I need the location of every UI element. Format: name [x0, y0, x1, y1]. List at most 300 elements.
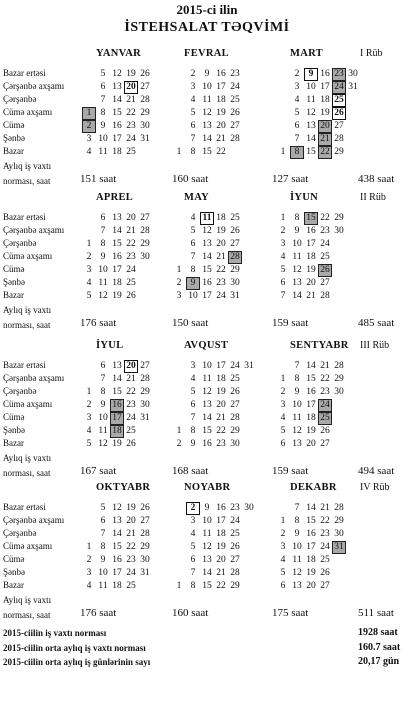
calendar-day: 6 — [100, 361, 106, 371]
calendar-day: 22 — [320, 374, 330, 384]
calendar-day: 12 — [112, 503, 122, 513]
calendar-day: 29 — [140, 542, 150, 552]
calendar-day: 22 — [216, 265, 226, 275]
calendar-day: 16 — [216, 69, 226, 79]
calendar-day: 22 — [126, 387, 136, 397]
calendar-day: 17 — [306, 400, 316, 410]
calendar-day: 14 — [306, 134, 316, 144]
calendar-day: 9 — [294, 529, 300, 539]
month-name: APREL — [96, 192, 134, 203]
calendar-day: 27 — [230, 555, 240, 565]
calendar-day: 8 — [100, 239, 106, 249]
calendar-day: 3 — [176, 291, 182, 301]
calendar-day: 12 — [292, 568, 302, 578]
calendar-day: 20 — [306, 278, 316, 288]
calendar-day: 25 — [126, 147, 136, 157]
calendar-day: 2 — [280, 529, 286, 539]
calendar-day: 7 — [100, 374, 106, 384]
quarter-name: IV Rüb — [360, 482, 390, 493]
calendar-day: 6 — [190, 400, 196, 410]
quarter-name: III Rüb — [360, 340, 390, 351]
calendar-day: 9 — [100, 252, 106, 262]
calendar-day: 25 — [126, 278, 136, 288]
calendar-day: 10 — [292, 542, 302, 552]
calendar-day: 17 — [216, 516, 226, 526]
calendar-day: 10 — [292, 400, 302, 410]
calendar-day: 12 — [98, 291, 108, 301]
calendar-day: 8 — [294, 374, 300, 384]
weekday-label: Bazar ertəsi — [3, 212, 46, 222]
calendar-day: 21 — [306, 291, 316, 301]
calendar-day: 27 — [320, 278, 330, 288]
calendar-day: 22 — [320, 213, 330, 223]
calendar-day: 27 — [140, 516, 150, 526]
calendar-day: 14 — [112, 529, 122, 539]
calendar-day: 29 — [230, 581, 240, 591]
calendar-day: 15 — [306, 374, 316, 384]
calendar-day: 4 — [280, 555, 286, 565]
calendar-day: 15 — [112, 387, 122, 397]
calendar-day: 7 — [100, 226, 106, 236]
calendar-day: 24 — [126, 413, 136, 423]
calendar-day: 3 — [280, 542, 286, 552]
calendar-day: 15 — [112, 542, 122, 552]
calendar-day: 21 — [126, 374, 136, 384]
calendar-day: 1 — [82, 107, 96, 120]
weekday-label: Şənbə — [3, 133, 25, 143]
calendar-day: 7 — [190, 134, 196, 144]
calendar-day: 21 — [126, 529, 136, 539]
calendar-day: 4 — [190, 529, 196, 539]
month-name: NOYABR — [184, 482, 231, 493]
calendar-day: 30 — [244, 503, 254, 513]
calendar-day: 4 — [280, 252, 286, 262]
calendar-day: 4 — [86, 426, 92, 436]
calendar-day: 16 — [110, 399, 124, 412]
month-work-hours: 160 saat — [172, 607, 209, 619]
calendar-day: 15 — [202, 581, 212, 591]
calendar-day: 24 — [216, 291, 226, 301]
calendar-day: 8 — [290, 146, 304, 159]
calendar-day: 8 — [294, 213, 300, 223]
calendar-day: 1 — [86, 542, 92, 552]
calendar-day: 13 — [112, 361, 122, 371]
calendar-day: 16 — [306, 226, 316, 236]
calendar-day: 23 — [126, 121, 136, 131]
calendar-day: 19 — [126, 503, 136, 513]
calendar-day: 3 — [190, 82, 196, 92]
calendar-day: 6 — [280, 278, 286, 288]
calendar-day: 2 — [176, 439, 182, 449]
calendar-day: 11 — [292, 555, 302, 565]
calendar-day: 23 — [216, 278, 226, 288]
calendar-day: 24 — [126, 134, 136, 144]
calendar-day: 19 — [320, 108, 330, 118]
calendar-day: 24 — [332, 81, 346, 94]
calendar-day: 26 — [140, 503, 150, 513]
weekday-label: Cümə — [3, 554, 25, 564]
calendar-day: 21 — [126, 95, 136, 105]
calendar-day: 12 — [202, 542, 212, 552]
calendar-day: 20 — [306, 439, 316, 449]
calendar-day: 3 — [190, 516, 196, 526]
calendar-day: 21 — [318, 133, 332, 146]
month-work-hours: 150 saat — [172, 317, 209, 329]
calendar-day: 24 — [230, 361, 240, 371]
month-name: YANVAR — [96, 48, 141, 59]
month-name: İYUN — [290, 192, 319, 203]
calendar-day: 21 — [216, 134, 226, 144]
calendar-day: 6 — [190, 555, 196, 565]
calendar-day: 23 — [230, 503, 240, 513]
calendar-day: 10 — [98, 265, 108, 275]
month-work-hours: 176 saat — [80, 317, 117, 329]
calendar-day: 30 — [230, 278, 240, 288]
calendar-day: 26 — [126, 439, 136, 449]
calendar-day: 3 — [280, 400, 286, 410]
calendar-day: 19 — [112, 439, 122, 449]
calendar-day: 26 — [230, 226, 240, 236]
calendar-day: 11 — [292, 252, 302, 262]
calendar-day: 7 — [100, 529, 106, 539]
norm-label-line2: norması, saat — [3, 610, 51, 620]
calendar-day: 9 — [304, 68, 318, 81]
calendar-day: 22 — [318, 146, 332, 159]
calendar-day: 11 — [98, 278, 108, 288]
calendar-day: 27 — [230, 121, 240, 131]
calendar-day: 13 — [292, 278, 302, 288]
calendar-day: 10 — [202, 516, 212, 526]
month-name: OKTYABR — [96, 482, 151, 493]
calendar-day: 31 — [230, 291, 240, 301]
calendar-day: 2 — [280, 226, 286, 236]
calendar-day: 18 — [216, 213, 226, 223]
calendar-day: 8 — [190, 581, 196, 591]
month-name: DEKABR — [290, 482, 337, 493]
calendar-day: 10 — [98, 568, 108, 578]
calendar-day: 14 — [112, 374, 122, 384]
calendar-day: 21 — [320, 503, 330, 513]
calendar-day: 1 — [176, 426, 182, 436]
calendar-day: 9 — [100, 121, 106, 131]
calendar-day: 3 — [86, 568, 92, 578]
calendar-day: 22 — [126, 108, 136, 118]
norm-label-line2: norması, saat — [3, 468, 51, 478]
calendar-day: 7 — [294, 134, 300, 144]
calendar-day: 30 — [230, 439, 240, 449]
calendar-day: 2 — [176, 278, 182, 288]
calendar-day: 14 — [202, 413, 212, 423]
avg-monthly-norm-value: 160.7 saat — [358, 642, 401, 653]
calendar-day: 7 — [190, 568, 196, 578]
calendar-day: 15 — [306, 516, 316, 526]
calendar-day: 1 — [86, 239, 92, 249]
calendar-day: 1 — [176, 147, 182, 157]
norm-label-line2: norması, saat — [3, 176, 51, 186]
calendar-day: 6 — [190, 239, 196, 249]
calendar-day: 12 — [98, 439, 108, 449]
calendar-day: 22 — [126, 239, 136, 249]
calendar-day: 17 — [202, 291, 212, 301]
calendar-day: 8 — [100, 108, 106, 118]
calendar-day: 4 — [190, 213, 196, 223]
calendar-day: 15 — [112, 239, 122, 249]
calendar-day: 28 — [228, 251, 242, 264]
calendar-day: 13 — [202, 400, 212, 410]
calendar-day: 18 — [112, 581, 122, 591]
calendar-day: 21 — [216, 568, 226, 578]
calendar-day: 18 — [216, 374, 226, 384]
calendar-day: 14 — [202, 134, 212, 144]
calendar-day: 28 — [320, 291, 330, 301]
calendar-day: 3 — [294, 82, 300, 92]
calendar-day: 31 — [140, 413, 150, 423]
weekday-label: Cümə — [3, 264, 25, 274]
calendar-day: 23 — [320, 226, 330, 236]
month-work-hours: 159 saat — [272, 317, 309, 329]
weekday-label: Bazar ertəsi — [3, 502, 46, 512]
calendar-day: 9 — [190, 439, 196, 449]
month-work-hours: 159 saat — [272, 465, 309, 477]
calendar-day: 9 — [204, 503, 210, 513]
weekday-label: Çərşənbə — [3, 528, 37, 538]
quarter-total-hours: 511 saat — [358, 607, 394, 619]
month-name: FEVRAL — [184, 48, 229, 59]
calendar-day: 12 — [292, 426, 302, 436]
calendar-day: 14 — [306, 503, 316, 513]
calendar-day: 23 — [320, 529, 330, 539]
calendar-day: 7 — [280, 291, 286, 301]
calendar-day: 21 — [216, 413, 226, 423]
calendar-day: 5 — [100, 503, 106, 513]
calendar-day: 18 — [306, 555, 316, 565]
weekday-label: Cümə axşamı — [3, 399, 53, 409]
calendar-day: 11 — [202, 529, 212, 539]
calendar-day: 17 — [110, 412, 124, 425]
weekday-label: Şənbə — [3, 567, 25, 577]
calendar-day: 27 — [140, 82, 150, 92]
calendar-day: 8 — [190, 147, 196, 157]
calendar-day: 12 — [202, 108, 212, 118]
weekday-label: Şənbə — [3, 277, 25, 287]
calendar-day: 10 — [98, 134, 108, 144]
calendar-day: 5 — [280, 568, 286, 578]
calendar-day: 26 — [332, 107, 346, 120]
weekday-label: Çərşənbə — [3, 386, 37, 396]
calendar-day: 16 — [202, 439, 212, 449]
weekday-label: Çərşənbə — [3, 238, 37, 248]
calendar-day: 30 — [334, 387, 344, 397]
calendar-day: 17 — [320, 82, 330, 92]
weekday-label: Cümə — [3, 120, 25, 130]
calendar-day: 20 — [216, 555, 226, 565]
calendar-day: 28 — [230, 134, 240, 144]
calendar-day: 30 — [140, 121, 150, 131]
norm-label-line1: Aylıq iş vaxtı — [3, 595, 52, 605]
calendar-day: 16 — [320, 69, 330, 79]
calendar-day: 16 — [306, 387, 316, 397]
weekday-label: Çərşənbə axşamı — [3, 515, 65, 525]
calendar-day: 5 — [190, 542, 196, 552]
calendar-day: 20 — [126, 516, 136, 526]
calendar-day: 11 — [98, 147, 108, 157]
avg-workdays-label: 2015-ciilin orta aylıq iş günlərinin sayı — [3, 657, 151, 667]
calendar-day: 22 — [216, 581, 226, 591]
calendar-day: 17 — [112, 568, 122, 578]
calendar-day: 21 — [126, 226, 136, 236]
calendar-day: 26 — [126, 291, 136, 301]
calendar-day: 24 — [320, 542, 330, 552]
calendar-day: 24 — [230, 82, 240, 92]
calendar-day: 13 — [202, 121, 212, 131]
quarter-total-hours: 485 saat — [358, 317, 395, 329]
calendar-day: 1 — [280, 147, 286, 157]
calendar-day: 23 — [126, 252, 136, 262]
calendar-day: 27 — [230, 400, 240, 410]
calendar-day: 2 — [280, 387, 286, 397]
calendar-day: 20 — [126, 213, 136, 223]
calendar-day: 4 — [294, 95, 300, 105]
calendar-day: 4 — [86, 581, 92, 591]
calendar-day: 1 — [280, 213, 286, 223]
calendar-day: 16 — [112, 252, 122, 262]
calendar-day: 2 — [86, 400, 92, 410]
calendar-day: 3 — [190, 361, 196, 371]
calendar-day: 20 — [306, 581, 316, 591]
calendar-day: 27 — [230, 239, 240, 249]
calendar-day: 22 — [216, 147, 226, 157]
calendar-day: 4 — [190, 374, 196, 384]
calendar-day: 14 — [292, 291, 302, 301]
calendar-day: 5 — [100, 69, 106, 79]
calendar-year-title: 2015-ci ilin — [176, 2, 238, 17]
calendar-day: 13 — [292, 581, 302, 591]
calendar-day: 3 — [86, 413, 92, 423]
calendar-day: 27 — [140, 361, 150, 371]
weekday-label: Şənbə — [3, 425, 25, 435]
weekday-label: Cümə axşamı — [3, 251, 53, 261]
calendar-day: 17 — [112, 134, 122, 144]
calendar-day: 16 — [112, 555, 122, 565]
calendar-day: 3 — [280, 239, 286, 249]
calendar-day: 24 — [126, 265, 136, 275]
calendar-day: 28 — [140, 529, 150, 539]
avg-workdays-value: 20,17 gün — [358, 656, 400, 667]
calendar-day: 16 — [112, 121, 122, 131]
month-work-hours: 151 saat — [80, 173, 117, 185]
calendar-day: 1 — [280, 374, 286, 384]
month-work-hours: 127 saat — [272, 173, 309, 185]
calendar-day: 14 — [202, 252, 212, 262]
calendar-day: 31 — [244, 361, 254, 371]
calendar-day: 6 — [280, 439, 286, 449]
calendar-day: 4 — [86, 147, 92, 157]
calendar-day: 7 — [100, 95, 106, 105]
calendar-day: 21 — [216, 252, 226, 262]
calendar-day: 8 — [100, 387, 106, 397]
month-name: AVQUST — [184, 340, 229, 351]
calendar-day: 8 — [294, 516, 300, 526]
calendar-day: 5 — [190, 226, 196, 236]
calendar-day: 29 — [334, 374, 344, 384]
calendar-day: 18 — [112, 278, 122, 288]
calendar-day: 20 — [216, 239, 226, 249]
calendar-day: 19 — [306, 568, 316, 578]
calendar-day: 23 — [332, 68, 346, 81]
calendar-day: 1 — [176, 265, 182, 275]
norm-label-line1: Aylıq iş vaxtı — [3, 305, 52, 315]
calendar-day: 17 — [306, 239, 316, 249]
norm-label-line1: Aylıq iş vaxtı — [3, 161, 52, 171]
calendar-day: 28 — [230, 568, 240, 578]
weekday-label: Bazar — [3, 146, 24, 156]
calendar-day: 20 — [124, 81, 138, 94]
calendar-day: 31 — [140, 568, 150, 578]
calendar-day: 24 — [126, 568, 136, 578]
calendar-day: 6 — [100, 213, 106, 223]
calendar-day: 11 — [202, 95, 212, 105]
calendar-day: 25 — [320, 252, 330, 262]
calendar-day: 8 — [190, 426, 196, 436]
quarter-total-hours: 494 saat — [358, 465, 395, 477]
quarter-total-hours: 438 saat — [358, 173, 395, 185]
calendar-day: 18 — [112, 147, 122, 157]
calendar-day: 18 — [216, 529, 226, 539]
calendar-day: 29 — [334, 213, 344, 223]
calendar-day: 5 — [86, 439, 92, 449]
calendar-day: 28 — [334, 134, 344, 144]
calendar-day: 13 — [306, 121, 316, 131]
calendar-day: 26 — [140, 69, 150, 79]
calendar-day: 25 — [318, 412, 332, 425]
calendar-day: 17 — [306, 542, 316, 552]
calendar-day: 11 — [292, 413, 302, 423]
month-name: MART — [290, 48, 323, 59]
calendar-day: 19 — [306, 265, 316, 275]
weekday-label: Çərşənbə — [3, 94, 37, 104]
calendar-day: 29 — [230, 426, 240, 436]
calendar-day: 5 — [190, 108, 196, 118]
month-work-hours: 175 saat — [272, 607, 309, 619]
calendar-day: 26 — [320, 426, 330, 436]
calendar-day: 2 — [186, 502, 200, 515]
quarter-name: II Rüb — [360, 192, 386, 203]
calendar-day: 31 — [332, 541, 346, 554]
calendar-day: 9 — [100, 400, 106, 410]
calendar-day: 15 — [202, 426, 212, 436]
calendar-day: 9 — [294, 387, 300, 397]
calendar-day: 24 — [320, 239, 330, 249]
calendar-day: 6 — [100, 516, 106, 526]
calendar-day: 16 — [216, 503, 226, 513]
calendar-day: 25 — [230, 95, 240, 105]
calendar-day: 21 — [320, 361, 330, 371]
calendar-day: 13 — [112, 516, 122, 526]
calendar-day: 1 — [280, 516, 286, 526]
calendar-day: 17 — [216, 82, 226, 92]
calendar-day: 22 — [320, 516, 330, 526]
calendar-day: 2 — [82, 120, 96, 133]
calendar-day: 26 — [320, 568, 330, 578]
calendar-day: 7 — [190, 252, 196, 262]
calendar-day: 19 — [216, 387, 226, 397]
annual-norm-value: 1928 saat — [358, 627, 398, 638]
calendar-day: 30 — [334, 529, 344, 539]
calendar-day: 2 — [86, 252, 92, 262]
weekday-label: Cümə axşamı — [3, 541, 53, 551]
calendar-day: 8 — [190, 265, 196, 275]
calendar-day: 25 — [332, 94, 346, 107]
